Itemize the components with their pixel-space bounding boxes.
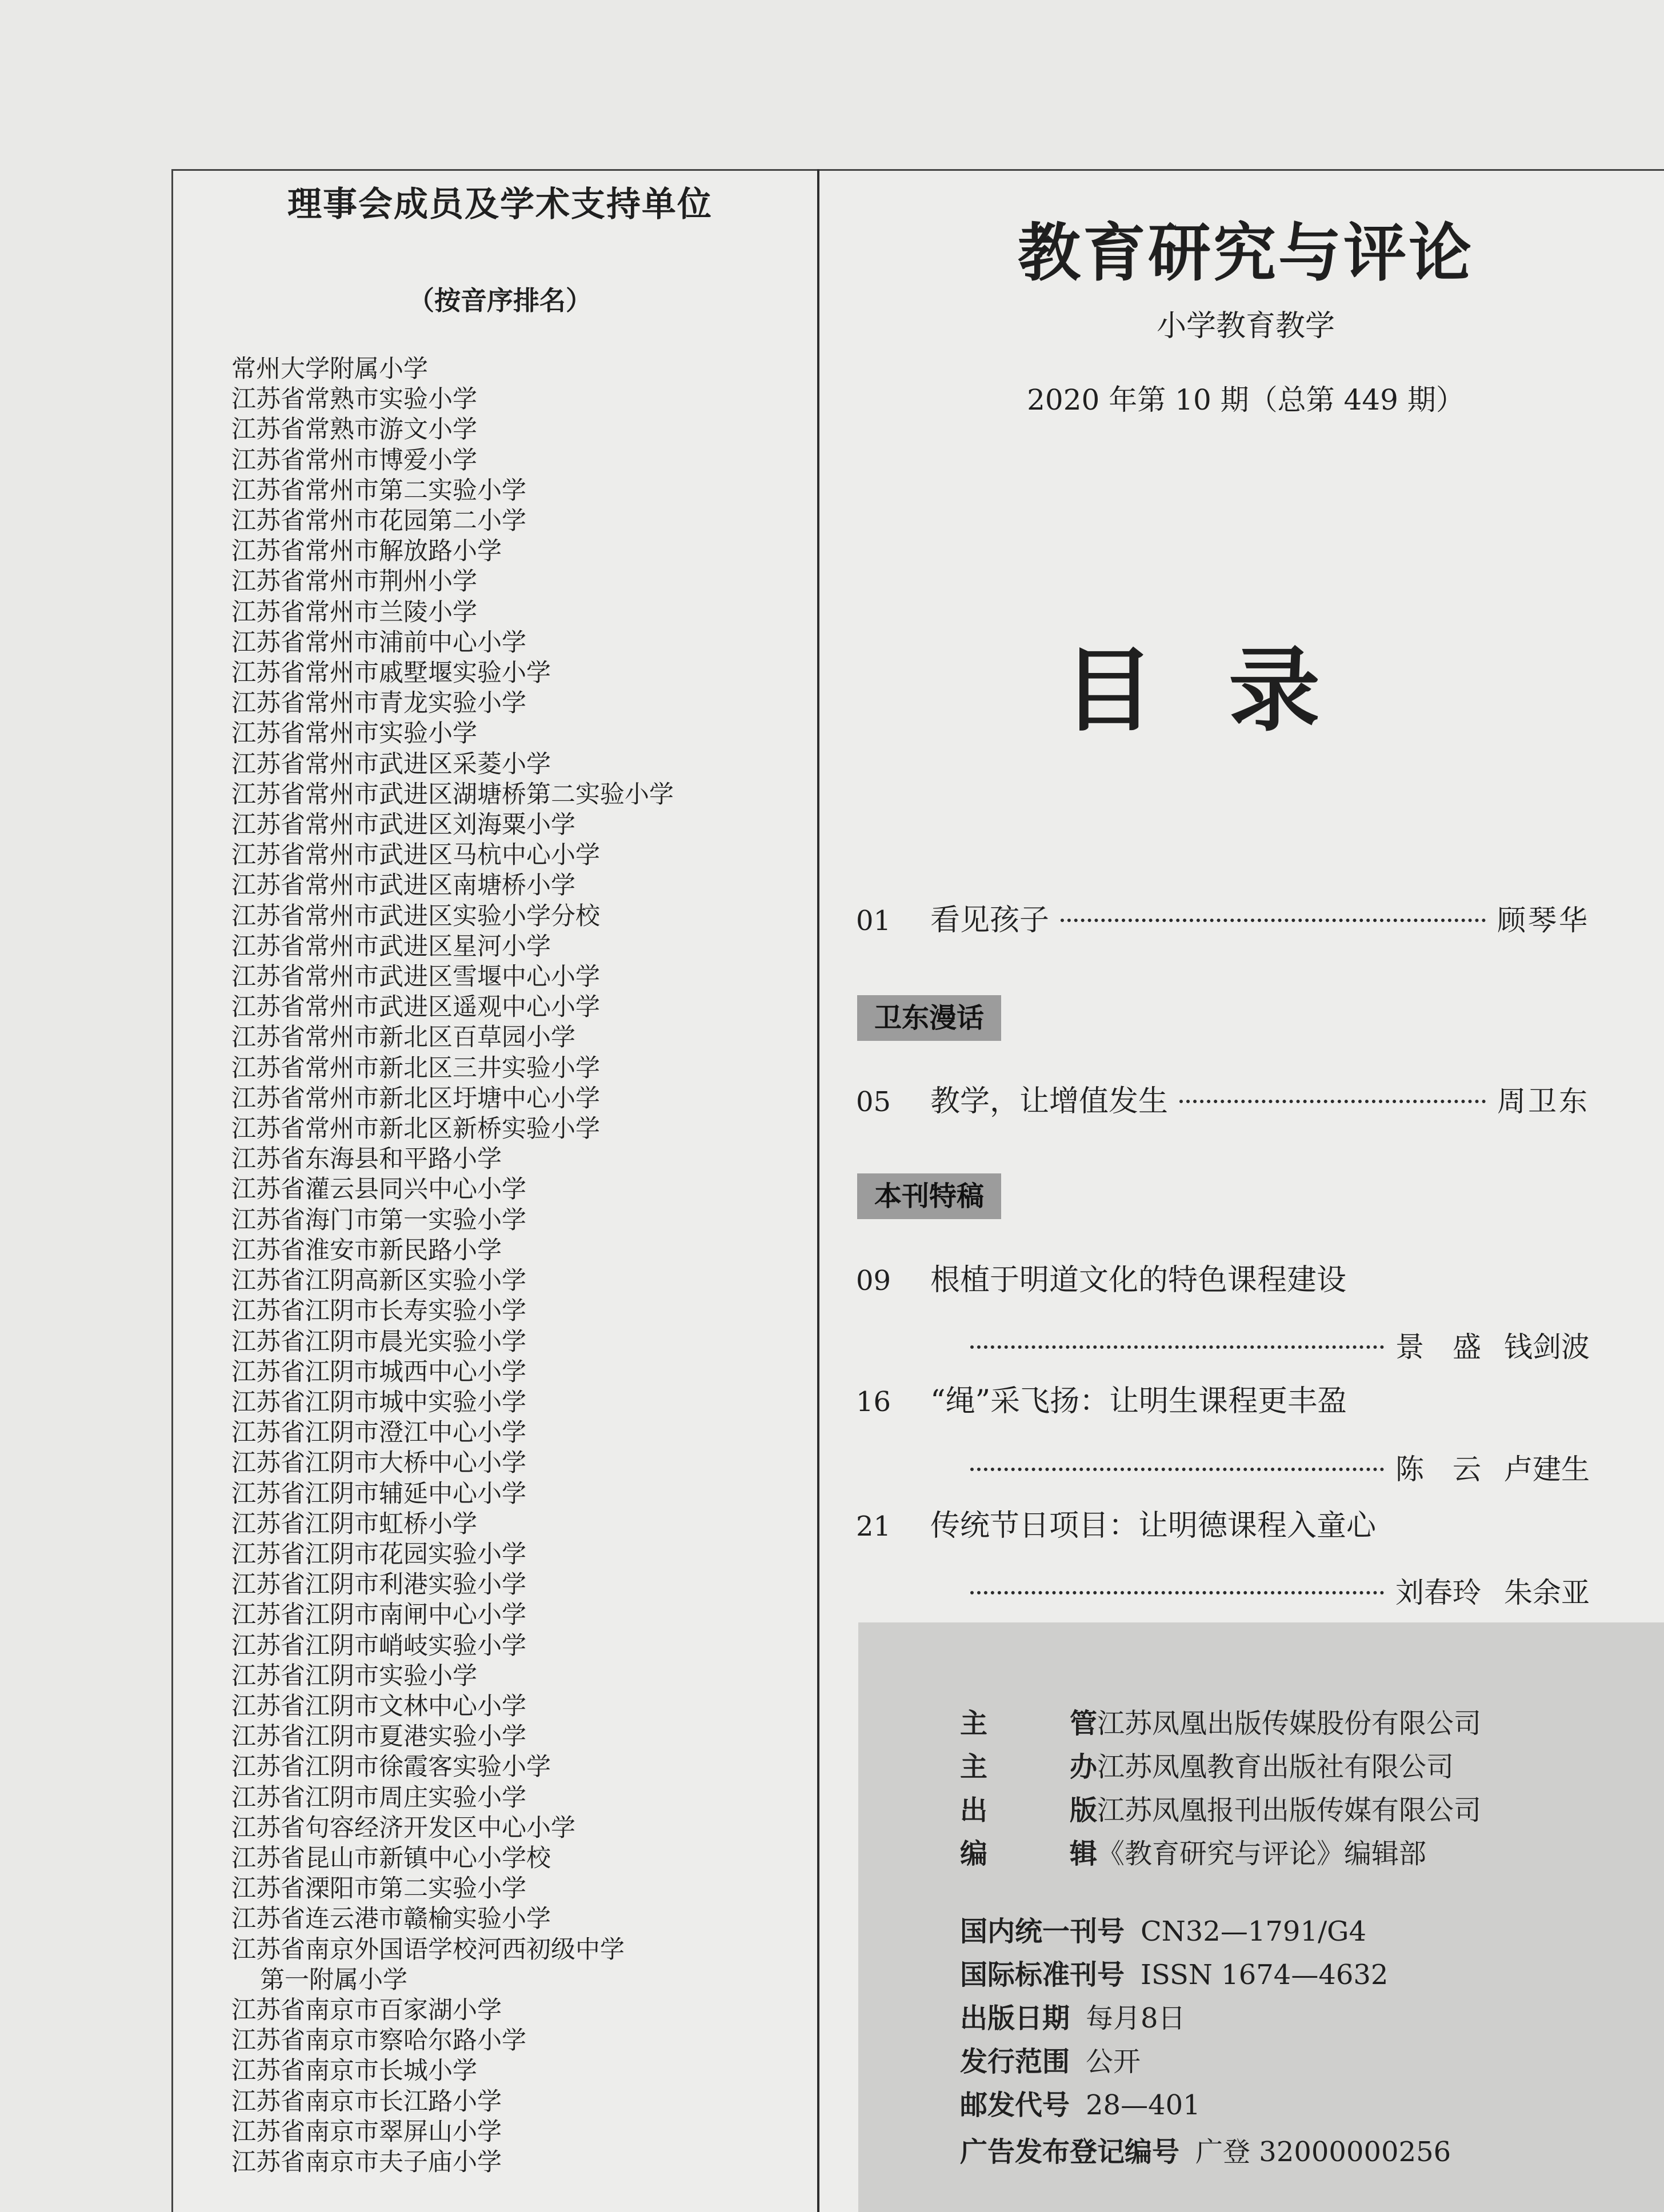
- info-label: 出版日期: [960, 2002, 1070, 2034]
- article-authors: [1395, 1570, 1590, 1611]
- member-item: 江苏省海门市第一实验小学: [231, 1205, 526, 1235]
- member-item: 江苏省江阴市夏港实验小学: [231, 1722, 526, 1752]
- member-item: 江苏省南京市夫子庙小学: [231, 2147, 502, 2177]
- info-postal-code: [960, 2083, 1201, 2122]
- leader-dots: [1061, 919, 1486, 922]
- member-item: 江苏省南京外国语学校河西初级中学: [231, 1935, 625, 1964]
- info-editor: [960, 1832, 1426, 1871]
- info-value: 《教育研究与评论》编辑部: [1097, 1838, 1427, 1870]
- member-item: 江苏省南京市翠屏山小学: [231, 2117, 502, 2146]
- member-item: 江苏省江阴市大桥中心小学: [231, 1449, 526, 1478]
- member-item: 江苏省常州市荆州小学: [231, 567, 477, 596]
- leader-dots: [970, 1591, 1384, 1594]
- member-item: 江苏省淮安市新民路小学: [231, 1236, 502, 1265]
- member-item-continuation: 第一附属小学: [260, 1965, 407, 1994]
- member-item: 江苏省常州市第二实验小学: [231, 476, 526, 505]
- member-item: 江苏省句容经济开发区中心小学: [231, 1813, 575, 1842]
- member-item: 江苏省江阴市周庄实验小学: [231, 1783, 526, 1812]
- member-list: [231, 354, 809, 2178]
- info-supervisor: [960, 1701, 1481, 1741]
- member-item: 江苏省灌云县同兴中心小学: [231, 1175, 526, 1204]
- member-item: 江苏省常州市武进区实验小学分校: [231, 901, 600, 931]
- toc-entry-16-authors: [856, 1446, 1590, 1488]
- member-item: 江苏省东海县和平路小学: [231, 1145, 502, 1174]
- info-label: 邮发代号: [960, 2089, 1070, 2121]
- member-item: 江苏省江阴市文林中心小学: [231, 1692, 526, 1721]
- member-item: 江苏省常州市武进区南塘桥小学: [231, 871, 575, 900]
- info-label: 发行范围: [960, 2046, 1070, 2078]
- author-name: 钱剑波: [1504, 1331, 1590, 1364]
- info-label: 主 办: [960, 1751, 1097, 1783]
- page-number: 16: [856, 1386, 891, 1418]
- info-value: CN32—1791/G4: [1141, 1916, 1367, 1947]
- toc-entry-21-authors: [856, 1570, 1590, 1611]
- member-item: 江苏省江阴市实验小学: [231, 1661, 477, 1690]
- member-item: 江苏省常熟市游文小学: [231, 415, 477, 444]
- page-number: 21: [856, 1510, 891, 1542]
- toc-entry-16[interactable]: [856, 1377, 1590, 1420]
- member-item: 江苏省常州市博爱小学: [231, 446, 477, 475]
- member-item: 江苏省常州市新北区百草园小学: [231, 1023, 575, 1052]
- leader-dots: [1179, 1100, 1486, 1103]
- page-number: 01: [856, 905, 891, 937]
- section-tag-special: 本刊特稿: [857, 1173, 1001, 1219]
- article-title: 教学，让增值发生: [930, 1084, 1169, 1119]
- info-value: 江苏凤凰报刊出版传媒有限公司: [1097, 1794, 1482, 1826]
- member-item: 江苏省南京市长城小学: [231, 2057, 477, 2086]
- article-authors: [1395, 1446, 1590, 1488]
- leader-dots: [970, 1345, 1384, 1349]
- member-item: 江苏省常州市武进区星河小学: [231, 932, 551, 961]
- info-distribution: [960, 2039, 1141, 2079]
- member-item: 江苏省常州市新北区新桥实验小学: [231, 1115, 600, 1144]
- article-author: 周卫东: [1497, 1085, 1590, 1118]
- page-left-border: [171, 169, 173, 2212]
- member-item: 江苏省南京市长江路小学: [231, 2087, 502, 2116]
- member-item: 江苏省江阴市南闸中心小学: [231, 1601, 526, 1630]
- member-item: 江苏省江阴市城西中心小学: [231, 1357, 526, 1386]
- article-author: 顾琴华: [1497, 904, 1590, 937]
- page-top-border: [171, 169, 1664, 171]
- toc-entry-09[interactable]: [856, 1256, 1590, 1299]
- page-number: 09: [856, 1265, 891, 1297]
- member-item: 江苏省南京市百家湖小学: [231, 1995, 502, 2025]
- member-item: 江苏省常州市实验小学: [231, 719, 477, 748]
- member-item: 江苏省江阴市城中实验小学: [231, 1388, 526, 1417]
- toc-entry-21[interactable]: [856, 1501, 1590, 1544]
- member-item: 江苏省江阴市澄江中心小学: [231, 1418, 526, 1448]
- magazine-edition: 小学教育教学: [1156, 309, 1335, 343]
- info-cn-number: [960, 1909, 1366, 1949]
- member-item: 江苏省常州市武进区刘海粟小学: [231, 811, 575, 840]
- member-item: 江苏省南京市察哈尔路小学: [231, 2026, 526, 2055]
- toc-heading: 目录: [1063, 636, 1395, 744]
- info-publisher: [960, 1788, 1481, 1828]
- member-item: 江苏省常州市武进区遥观中心小学: [231, 993, 600, 1022]
- author-name: 陈 云: [1395, 1453, 1481, 1486]
- member-item: 江苏省常州市武进区湖塘桥第二实验小学: [231, 780, 674, 809]
- info-label: 主 管: [960, 1708, 1097, 1740]
- issue-number: 2020 年第 10 期（总第 449 期）: [1027, 383, 1465, 416]
- info-label: 编 辑: [960, 1838, 1097, 1870]
- magazine-title: 教育研究与评论: [1018, 216, 1474, 290]
- member-item: 江苏省江阴市徐霞客实验小学: [231, 1753, 551, 1782]
- article-title: “绳”采飞扬：让明生课程更丰盈: [930, 1384, 1347, 1418]
- member-item: 江苏省常州市武进区雪堰中心小学: [231, 963, 600, 992]
- member-item: 江苏省常州市浦前中心小学: [231, 628, 526, 657]
- page-number: 05: [856, 1086, 891, 1118]
- member-item: 江苏省常州市新北区圩塘中心小学: [231, 1084, 600, 1113]
- member-item: 江苏省江阴市长寿实验小学: [231, 1297, 526, 1326]
- info-label: 出 版: [960, 1794, 1097, 1826]
- member-item: 江苏省江阴市利港实验小学: [231, 1570, 526, 1600]
- info-ad-registration: [960, 2130, 1451, 2169]
- info-label: 国际标准刊号: [960, 1959, 1125, 1991]
- author-name: 景 盛: [1395, 1331, 1481, 1364]
- toc-entry-05[interactable]: [856, 1077, 1590, 1120]
- info-value: 江苏凤凰教育出版社有限公司: [1097, 1751, 1454, 1783]
- council-sort-note: （按音序排名）: [408, 285, 592, 316]
- member-item: 江苏省江阴高新区实验小学: [231, 1267, 526, 1296]
- member-item: 江苏省常州市戚墅堰实验小学: [231, 659, 551, 688]
- info-value: 28—401: [1086, 2089, 1201, 2121]
- info-sponsor: [960, 1745, 1454, 1784]
- member-item: 江苏省常州市武进区采菱小学: [231, 750, 551, 779]
- info-value: ISSN 1674—4632: [1141, 1959, 1389, 1991]
- toc-entry-01[interactable]: [856, 896, 1590, 939]
- article-authors: [1395, 1324, 1590, 1365]
- column-divider: [817, 169, 819, 2212]
- member-item: 江苏省昆山市新镇中心小学校: [231, 1844, 551, 1873]
- leader-dots: [970, 1468, 1384, 1471]
- info-issn: [960, 1953, 1388, 1992]
- member-item: 常州大学附属小学: [231, 355, 428, 383]
- info-value: 每月8日: [1086, 2002, 1186, 2034]
- article-title: 根植于明道文化的特色课程建设: [930, 1263, 1347, 1297]
- toc-entry-09-authors: [856, 1324, 1590, 1365]
- member-item: 江苏省常州市青龙实验小学: [231, 689, 526, 718]
- member-item: 江苏省常州市武进区马杭中心小学: [231, 841, 600, 870]
- member-item: 江苏省常州市解放路小学: [231, 537, 502, 566]
- info-label: 国内统一刊号: [960, 1916, 1125, 1947]
- info-value: 江苏凤凰出版传媒股份有限公司: [1097, 1708, 1482, 1740]
- author-name: 刘春玲: [1395, 1576, 1481, 1609]
- info-value: 公开: [1086, 2046, 1141, 2078]
- member-item: 江苏省连云港市赣榆实验小学: [231, 1905, 551, 1934]
- member-item: 江苏省常熟市实验小学: [231, 385, 477, 414]
- member-item: 江苏省江阴市晨光实验小学: [231, 1327, 526, 1356]
- section-tag-weidong: 卫东漫话: [857, 995, 1001, 1041]
- member-item: 江苏省常州市花园第二小学: [231, 507, 526, 536]
- author-name: 卢建生: [1504, 1453, 1590, 1486]
- article-title: 看见孩子: [930, 903, 1050, 937]
- info-label: 广告发布登记编号: [960, 2136, 1180, 2168]
- info-publish-date: [960, 1996, 1186, 2035]
- member-item: 江苏省江阴市花园实验小学: [231, 1540, 526, 1569]
- article-title: 传统节日项目：让明德课程入童心: [930, 1509, 1377, 1543]
- member-item: 江苏省常州市兰陵小学: [231, 598, 477, 627]
- council-title: 理事会成员及学术支持单位: [287, 185, 713, 225]
- member-item: 江苏省溧阳市第二实验小学: [231, 1874, 526, 1904]
- member-item: 江苏省常州市新北区三井实验小学: [231, 1053, 600, 1083]
- member-item: 江苏省江阴市峭岐实验小学: [231, 1631, 526, 1660]
- author-name: 朱余亚: [1504, 1576, 1590, 1609]
- member-item: 江苏省江阴市虹桥小学: [231, 1509, 477, 1538]
- member-item: 江苏省江阴市辅延中心小学: [231, 1479, 526, 1508]
- info-value: 广登 32000000256: [1195, 2136, 1451, 2168]
